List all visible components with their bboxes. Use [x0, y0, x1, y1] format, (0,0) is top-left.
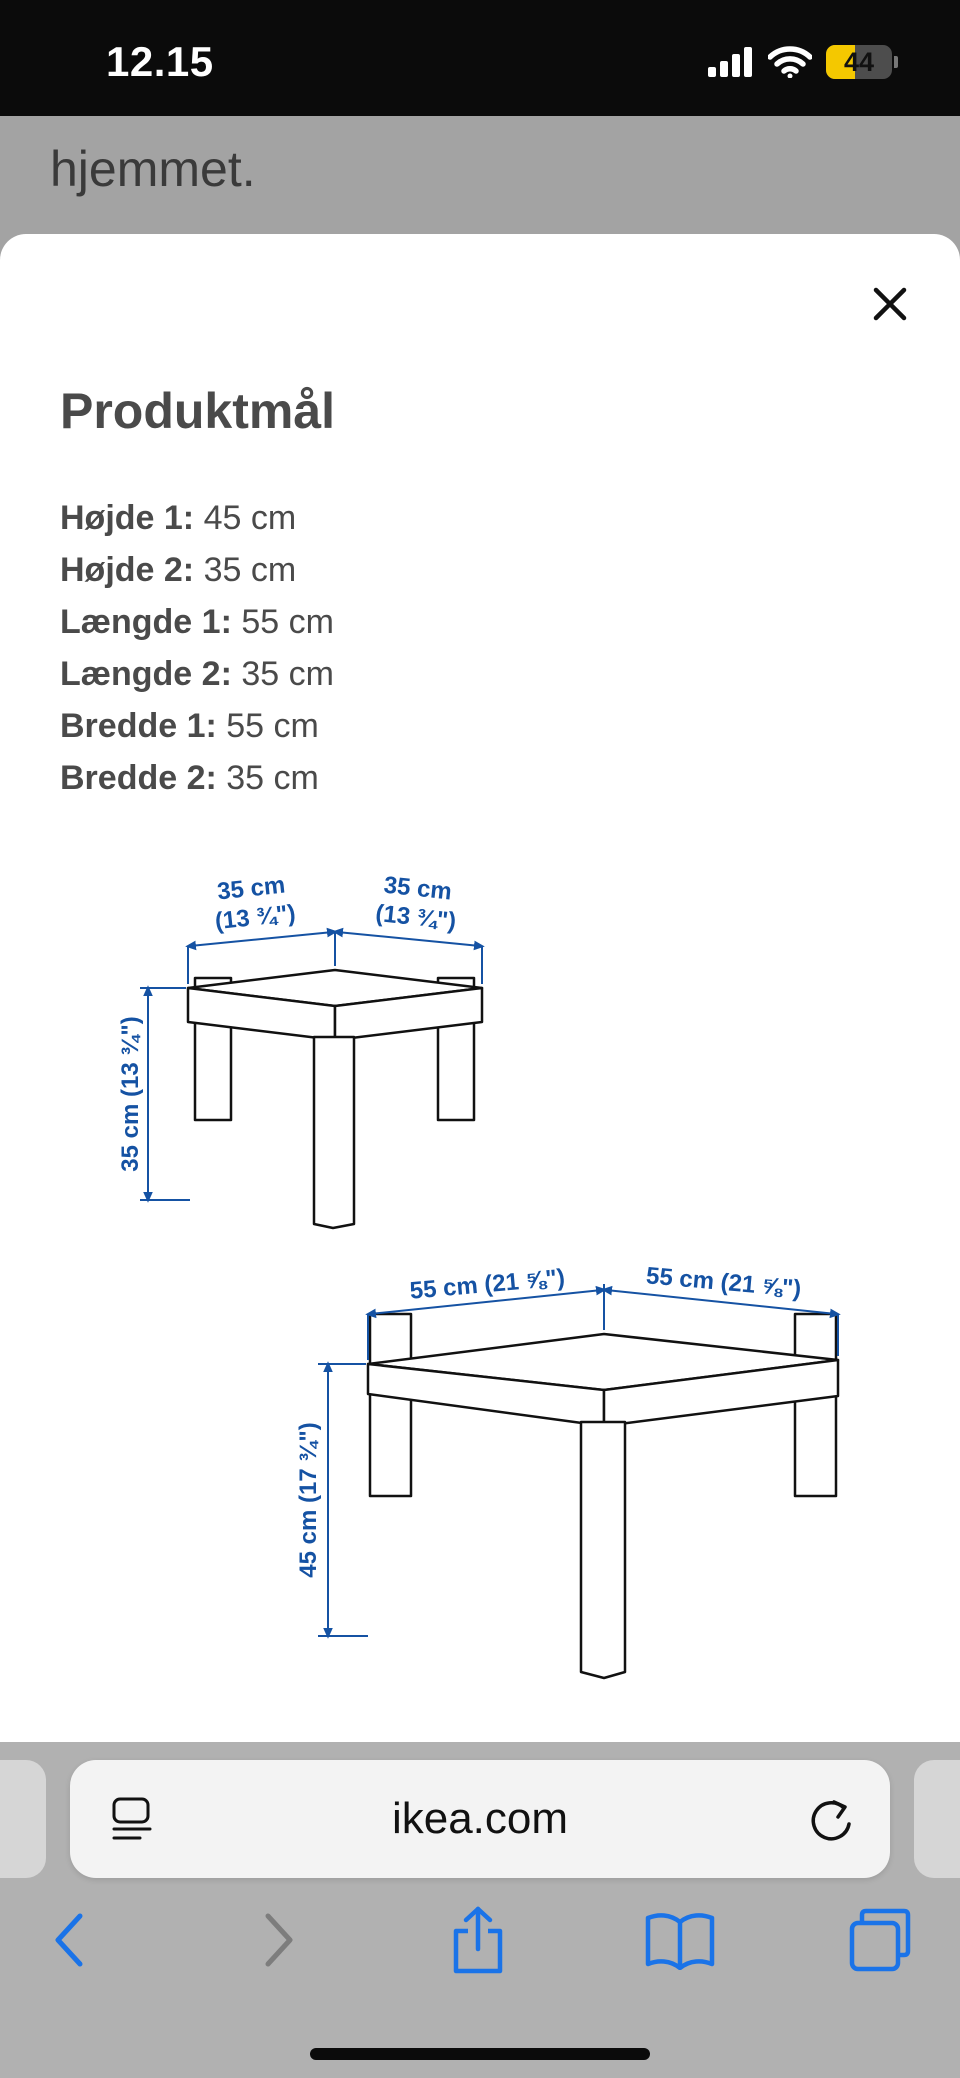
share-icon [448, 1905, 508, 1975]
large-table-drawing [368, 1314, 838, 1678]
sheet-title: Produktmål [60, 383, 336, 439]
close-icon [870, 284, 910, 324]
dimension-label: Længde 2: [60, 655, 232, 693]
dimension-value: 35 cm [216, 759, 319, 797]
bookmarks-button[interactable] [640, 1900, 720, 1980]
previous-tab-preview[interactable] [0, 1760, 46, 1878]
dimension-row [60, 648, 334, 700]
url-text[interactable]: ikea.com [391, 1794, 569, 1843]
small-width-left-cm: 35 cm [215, 871, 287, 906]
dimension-row [60, 492, 334, 544]
battery-percent: 44 [843, 46, 875, 77]
browser-toolbar [0, 1742, 960, 2078]
cellular-signal-icon [708, 47, 754, 77]
small-table-labels [117, 872, 457, 1172]
reload-icon[interactable] [806, 1792, 856, 1846]
close-button[interactable] [860, 274, 920, 334]
dimension-label: Højde 1: [60, 499, 195, 537]
dimension-value: 55 cm [231, 603, 334, 641]
dimension-label: Længde 1: [60, 603, 232, 641]
large-height-label: 45 cm (17 ¾") [295, 1422, 322, 1578]
large-table-dimension-lines [318, 1284, 838, 1636]
dimension-row [60, 700, 334, 752]
dimension-row [60, 596, 334, 648]
tabs-button[interactable] [840, 1900, 920, 1980]
dimension-value: 35 cm [194, 551, 297, 589]
dimension-value: 45 cm [194, 499, 297, 537]
dimension-value: 35 cm [231, 655, 334, 693]
background-page-text: hjemmet. [50, 141, 256, 197]
tabs-icon [846, 1907, 914, 1973]
reader-icon[interactable] [110, 1796, 154, 1842]
home-indicator[interactable] [310, 2048, 650, 2060]
small-table-dimension-lines [140, 931, 482, 1200]
dimension-value: 55 cm [216, 707, 319, 745]
dimension-label: Bredde 2: [60, 759, 217, 797]
dimension-label: Højde 2: [60, 551, 195, 589]
forward-icon [258, 1910, 298, 1970]
small-height-label: 35 cm (13 ¾") [117, 1016, 144, 1172]
bookmarks-icon [644, 1910, 716, 1970]
wifi-icon [768, 46, 812, 78]
status-bar [0, 0, 960, 116]
small-width-right-inch: (13 ¾") [374, 899, 458, 936]
next-tab-preview[interactable] [914, 1760, 960, 1878]
dimension-row [60, 752, 334, 804]
battery-icon [826, 45, 892, 79]
status-time: 12.15 [106, 38, 214, 85]
small-table-drawing [188, 970, 482, 1228]
product-dimensions-sheet [0, 234, 960, 1742]
small-width-right-cm: 35 cm [382, 871, 454, 906]
small-width-left-inch: (13 ¾") [213, 899, 297, 936]
forward-button[interactable] [238, 1900, 318, 1980]
share-button[interactable] [438, 1900, 518, 1980]
battery-tip [894, 56, 898, 68]
dimension-label: Bredde 1: [60, 707, 217, 745]
back-button[interactable] [30, 1900, 110, 1980]
dimension-row [60, 544, 334, 596]
status-icons [708, 42, 898, 82]
dimension-diagram [0, 234, 960, 1742]
dimension-list [60, 492, 334, 804]
large-width-left-label: 55 cm (21 ⅝") [408, 1264, 566, 1305]
back-icon [50, 1910, 90, 1970]
large-table-labels [295, 1262, 802, 1577]
address-bar[interactable] [70, 1760, 890, 1878]
large-width-right-label: 55 cm (21 ⅝") [645, 1262, 803, 1303]
